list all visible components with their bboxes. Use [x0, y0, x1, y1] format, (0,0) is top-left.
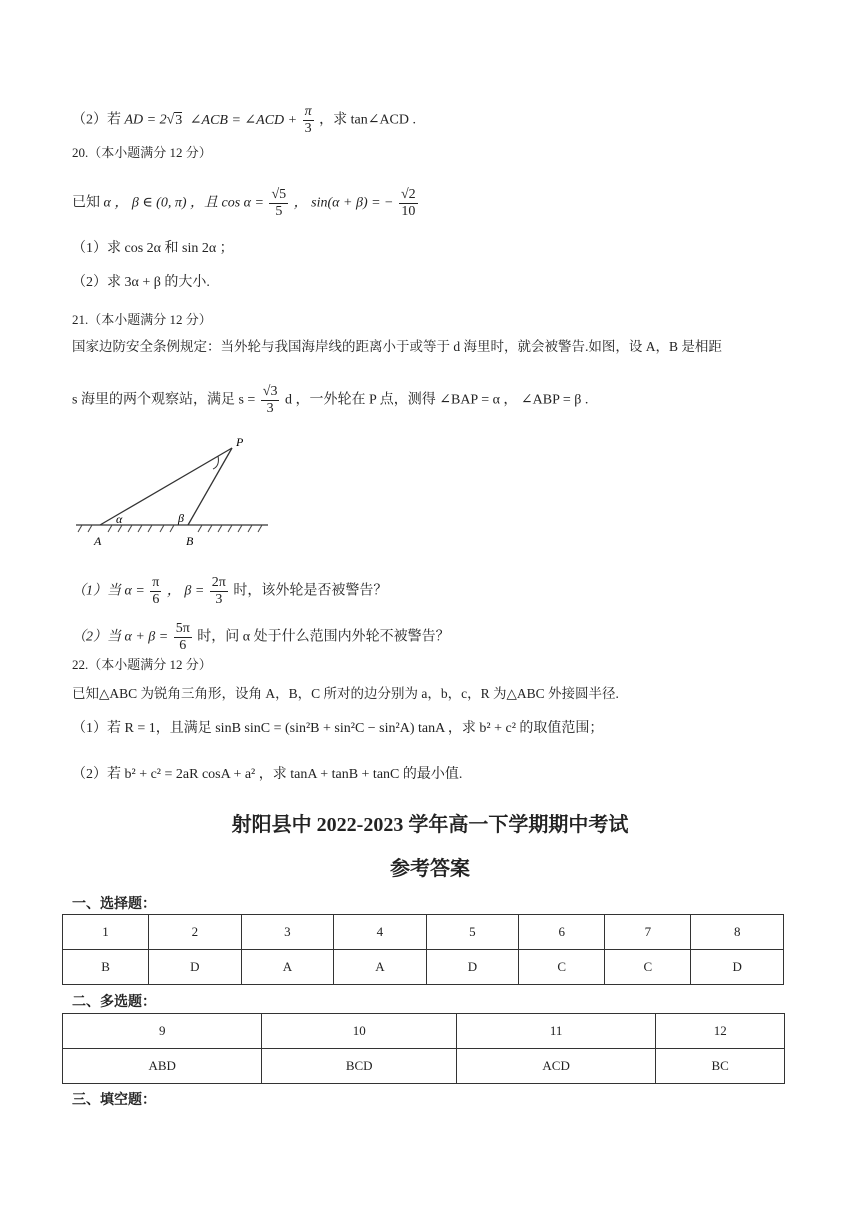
answer-title: 射阳县中 2022-2023 学年高一下学期期中考试: [231, 814, 629, 836]
label-p: P: [236, 435, 244, 449]
q19-sqrt: 3: [175, 112, 183, 128]
table-cell: 8: [691, 915, 784, 950]
table-cell: BCD: [262, 1049, 456, 1084]
q20-part1: （1）求 cos 2α 和 sin 2α ；: [72, 241, 234, 256]
table-row: [63, 915, 784, 950]
q22-part2: （2）若 b² + c² = 2aR cosA + a² ，求 tanA + tanB + tanC 的最小值.: [72, 767, 463, 782]
label-beta: β: [178, 511, 184, 525]
table-cell: 7: [605, 915, 691, 950]
q19-ask: ，求 tan∠ACD .: [319, 112, 417, 128]
q21-text2: [72, 384, 588, 417]
table-cell: 10: [262, 1014, 456, 1049]
table-cell: ACD: [456, 1049, 655, 1084]
table-cell: ABD: [63, 1049, 262, 1084]
table-cell: 6: [519, 915, 605, 950]
q19-frac: $\frac{\pi}{3}$: [304, 104, 312, 136]
q21-part1: [72, 575, 387, 608]
q22-part1: （1）若 R = 1，且满足 sinB sinC = (sin²B + sin²C − sin²A) tanA ，求 b² + c² 的取值范围；: [72, 721, 604, 736]
q22-header: 22.（本小题满分 12 分）: [72, 657, 212, 672]
q21-header: 21.（本小题满分 12 分）: [72, 312, 212, 327]
multi-answer-table: [62, 1013, 785, 1084]
choice-answer-table: [62, 914, 784, 985]
q20-given-prefix: 已知: [72, 195, 100, 211]
q21-figure: [72, 432, 272, 548]
table-row: [63, 1014, 785, 1049]
table-row: [63, 950, 784, 985]
q20-given-ab: α ， β ∈ (0, π) ，且 cos α =: [103, 195, 264, 211]
q21-text2a: s 海里的两个观察站，满足 s =: [72, 392, 256, 408]
q20-given: [72, 187, 420, 220]
table-cell: 12: [656, 1014, 785, 1049]
q21-text1: 国家边防安全条例规定：当外轮与我国海岸线的距离小于或等于 d 海里时，就会被警告.如图，设 A，B 是相距: [72, 339, 722, 354]
q20-part2: （2）求 3α + β 的大小.: [72, 275, 210, 290]
table-cell: 11: [456, 1014, 655, 1049]
table-cell: 3: [241, 915, 334, 950]
q19-part2-prefix: （2）若: [72, 112, 121, 128]
q20-header: 20.（本小题满分 12 分）: [72, 145, 212, 160]
q20-sin-frac: $\frac{√2}{10}$: [401, 187, 416, 219]
table-cell: A: [334, 950, 427, 985]
line-bp: [188, 448, 232, 525]
q21-part1b: ， β =: [166, 583, 205, 599]
q21-p1-frac1: $\frac{\pi}{6}$: [152, 575, 160, 607]
q21-p1-frac2: $\frac{2\pi}{3}$: [211, 575, 226, 607]
table-cell: C: [605, 950, 691, 985]
q19-ad: AD = 2: [124, 112, 167, 128]
section2-label: 二、多选题：: [72, 994, 156, 1010]
label-b: B: [186, 534, 194, 548]
q21-part2: [72, 621, 450, 654]
section3-label: 三、填空题：: [72, 1092, 156, 1108]
table-cell: D: [426, 950, 519, 985]
section1-label: 一、选择题：: [72, 896, 156, 912]
table-row: [63, 1049, 785, 1084]
q22-given: 已知△ABC 为锐角三角形，设角 A，B，C 所对的边分别为 a，b，c，R 为△ABC 外接圆半径.: [72, 686, 619, 701]
q20-cos-frac: $\frac{√5}{5}$: [271, 187, 287, 219]
q20-sin-label: ， sin(α + β) = −: [293, 195, 394, 211]
q21-part2b: 时，问 α 处于什么范围内外轮不被警告？: [197, 629, 450, 645]
table-cell: 2: [149, 915, 242, 950]
table-cell: 4: [334, 915, 427, 950]
q21-text2b: d ，一外轮在 P 点，测得 ∠BAP = α ， ∠ABP = β .: [284, 392, 589, 408]
table-cell: 1: [63, 915, 149, 950]
label-a: A: [94, 534, 102, 548]
q21-part1a: （1）当 α =: [72, 583, 145, 599]
table-cell: C: [519, 950, 605, 985]
q19-angle: ∠ACB = ∠ACD +: [189, 112, 298, 128]
table-cell: A: [241, 950, 334, 985]
q21-part1c: 时，该外轮是否被警告？: [233, 583, 388, 599]
table-cell: B: [63, 950, 149, 985]
table-cell: D: [149, 950, 242, 985]
q21-p2-frac: $\frac{5\pi}{6}$: [175, 621, 190, 653]
table-cell: 9: [63, 1014, 262, 1049]
table-cell: D: [691, 950, 784, 985]
q21-part2a: （2）当 α + β =: [72, 629, 169, 645]
answer-subtitle: 参考答案: [390, 858, 470, 880]
q19-part2: （2）若 AD = 2√3 ∠ACB = ∠ACD + $\frac{\pi}{3}$ ，求 tan∠ACD .: [72, 104, 417, 136]
label-alpha: α: [116, 512, 123, 526]
table-cell: BC: [656, 1049, 785, 1084]
table-cell: 5: [426, 915, 519, 950]
q21-s-frac: $\frac{√3}{3}$: [262, 384, 278, 416]
